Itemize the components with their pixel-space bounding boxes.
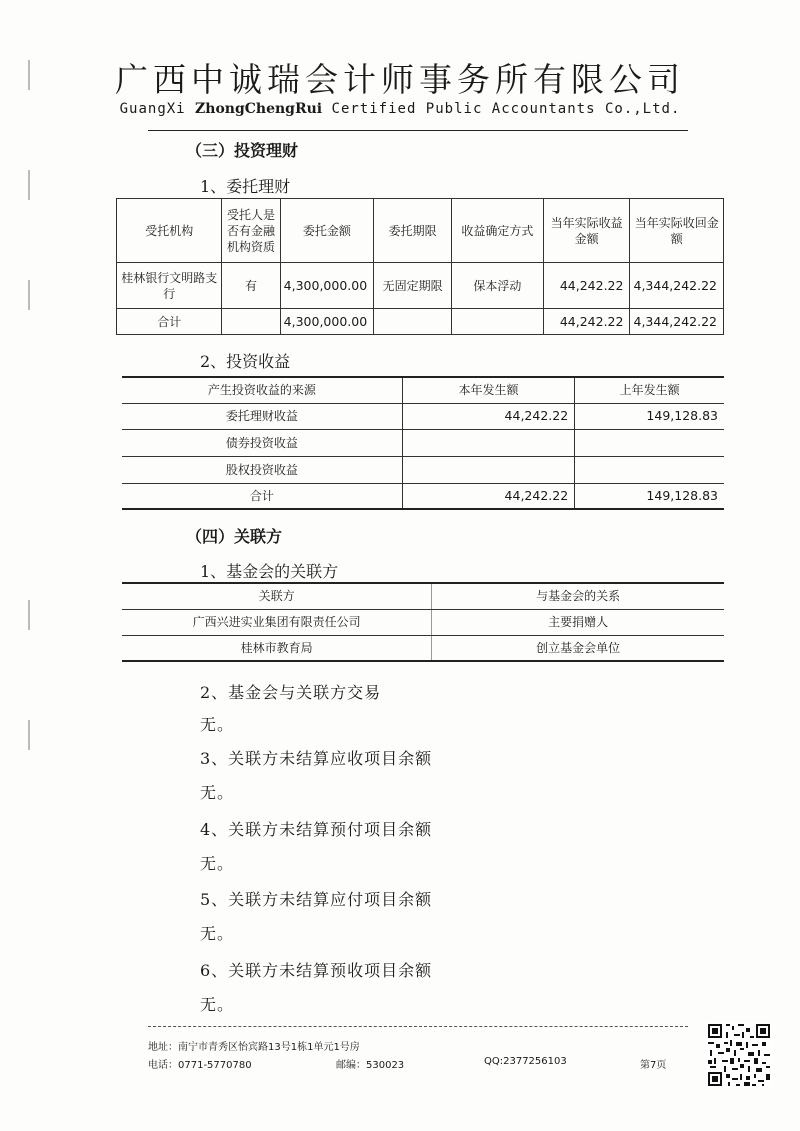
table-total-row xyxy=(117,309,724,335)
company-name-cn: 广西中诚瑞会计师事务所有限公司 xyxy=(115,60,685,99)
th-current: 本年发生额 xyxy=(402,377,574,403)
cell-recovered: 4,344,242.22 xyxy=(630,309,724,335)
th-income: 当年实际收益金额 xyxy=(543,199,630,263)
header-rule xyxy=(148,130,688,131)
item4-text: 无。 xyxy=(200,854,235,873)
item3-heading: 3、关联方未结算应收项目余额 xyxy=(200,749,433,768)
cell-prior: 149,128.83 xyxy=(575,403,724,429)
cell-source: 合计 xyxy=(122,483,402,509)
th-institution: 受托机构 xyxy=(117,199,222,263)
cell-current: 44,242.22 xyxy=(402,403,574,429)
cell-current xyxy=(402,429,574,456)
footer-page-number: 第7页 xyxy=(640,1060,667,1071)
cell-current: 44,242.22 xyxy=(402,483,574,509)
cell-source: 委托理财收益 xyxy=(122,403,402,429)
cell-method xyxy=(452,309,544,335)
item3-text: 无。 xyxy=(200,783,235,802)
table-row xyxy=(122,609,724,635)
scan-mark xyxy=(28,720,30,750)
cell-amount: 4,300,000.00 xyxy=(280,263,374,309)
item4-heading: 4、关联方未结算预付项目余额 xyxy=(200,820,433,839)
th-relation: 与基金会的关系 xyxy=(432,583,724,609)
table-row xyxy=(122,635,724,661)
cell-prior xyxy=(575,456,724,483)
scan-mark xyxy=(28,600,30,630)
company-en-prefix: GuangXi xyxy=(119,101,196,117)
th-term: 委托期限 xyxy=(374,199,452,263)
cell-prior: 149,128.83 xyxy=(575,483,724,509)
table-total-row xyxy=(122,483,724,509)
cell-term: 无固定期限 xyxy=(374,263,452,309)
th-method: 收益确定方式 xyxy=(452,199,544,263)
table-row xyxy=(122,429,724,456)
table-row xyxy=(117,263,724,309)
th-party: 关联方 xyxy=(122,583,432,609)
item6-text: 无。 xyxy=(200,995,235,1014)
th-recovered: 当年实际收回金额 xyxy=(630,199,724,263)
cell-qualified: 有 xyxy=(222,263,280,309)
company-name-en xyxy=(0,101,800,117)
cell-income: 44,242.22 xyxy=(543,309,630,335)
th-source: 产生投资收益的来源 xyxy=(122,377,402,403)
item5-heading: 5、关联方未结算应付项目余额 xyxy=(200,890,433,909)
item2-heading: 2、基金会与关联方交易 xyxy=(200,683,382,702)
entrusted-finance-table xyxy=(116,198,724,335)
cell-amount: 4,300,000.00 xyxy=(280,309,374,335)
cell-relation: 创立基金会单位 xyxy=(432,635,724,661)
scan-mark xyxy=(28,280,30,310)
qr-code-icon xyxy=(706,1022,772,1088)
section3-sub2: 2、投资收益 xyxy=(200,352,291,371)
cell-qualified xyxy=(222,309,280,335)
investment-income-table xyxy=(122,376,724,510)
scan-mark xyxy=(28,60,30,90)
related-parties-table xyxy=(122,582,724,662)
cell-institution: 桂林银行文明路支行 xyxy=(117,263,222,309)
cell-term xyxy=(374,309,452,335)
scan-mark xyxy=(28,170,30,200)
table-row xyxy=(122,456,724,483)
item5-text: 无。 xyxy=(200,924,235,943)
section4-title: （四）关联方 xyxy=(186,527,283,546)
cell-party: 广西兴进实业集团有限责任公司 xyxy=(122,609,432,635)
th-amount: 委托金额 xyxy=(280,199,374,263)
cell-institution: 合计 xyxy=(117,309,222,335)
company-en-suffix: Certified Public Accountants Co.,Ltd. xyxy=(322,101,681,117)
cell-source: 债券投资收益 xyxy=(122,429,402,456)
item2-text: 无。 xyxy=(200,715,235,734)
th-prior: 上年发生额 xyxy=(575,377,724,403)
footer-rule xyxy=(148,1026,688,1027)
table-header-row xyxy=(117,199,724,263)
cell-method: 保本浮动 xyxy=(452,263,544,309)
company-en-bold: ZhongChengRui xyxy=(195,101,323,117)
table-header-row xyxy=(122,583,724,609)
cell-recovered: 4,344,242.22 xyxy=(630,263,724,309)
footer-address: 地址：南宁市青秀区怡宾路13号1栋1单元1号房 xyxy=(148,1042,360,1053)
table-header-row xyxy=(122,377,724,403)
cell-income: 44,242.22 xyxy=(543,263,630,309)
cell-prior xyxy=(575,429,724,456)
section3-sub1: 1、委托理财 xyxy=(200,177,291,196)
item6-heading: 6、关联方未结算预收项目余额 xyxy=(200,961,433,980)
cell-party: 桂林市教育局 xyxy=(122,635,432,661)
cell-current xyxy=(402,456,574,483)
footer-phone: 电话：0771-5770780 xyxy=(148,1060,252,1071)
th-qualified: 受托人是否有金融机构资质 xyxy=(222,199,280,263)
footer-postcode: 邮编：530023 xyxy=(336,1060,405,1071)
footer-qq: QQ:2377256103 xyxy=(484,1056,567,1067)
table-row xyxy=(122,403,724,429)
section4-sub1: 1、基金会的关联方 xyxy=(200,562,339,581)
section3-title: （三）投资理财 xyxy=(186,141,299,160)
cell-relation: 主要捐赠人 xyxy=(432,609,724,635)
cell-source: 股权投资收益 xyxy=(122,456,402,483)
